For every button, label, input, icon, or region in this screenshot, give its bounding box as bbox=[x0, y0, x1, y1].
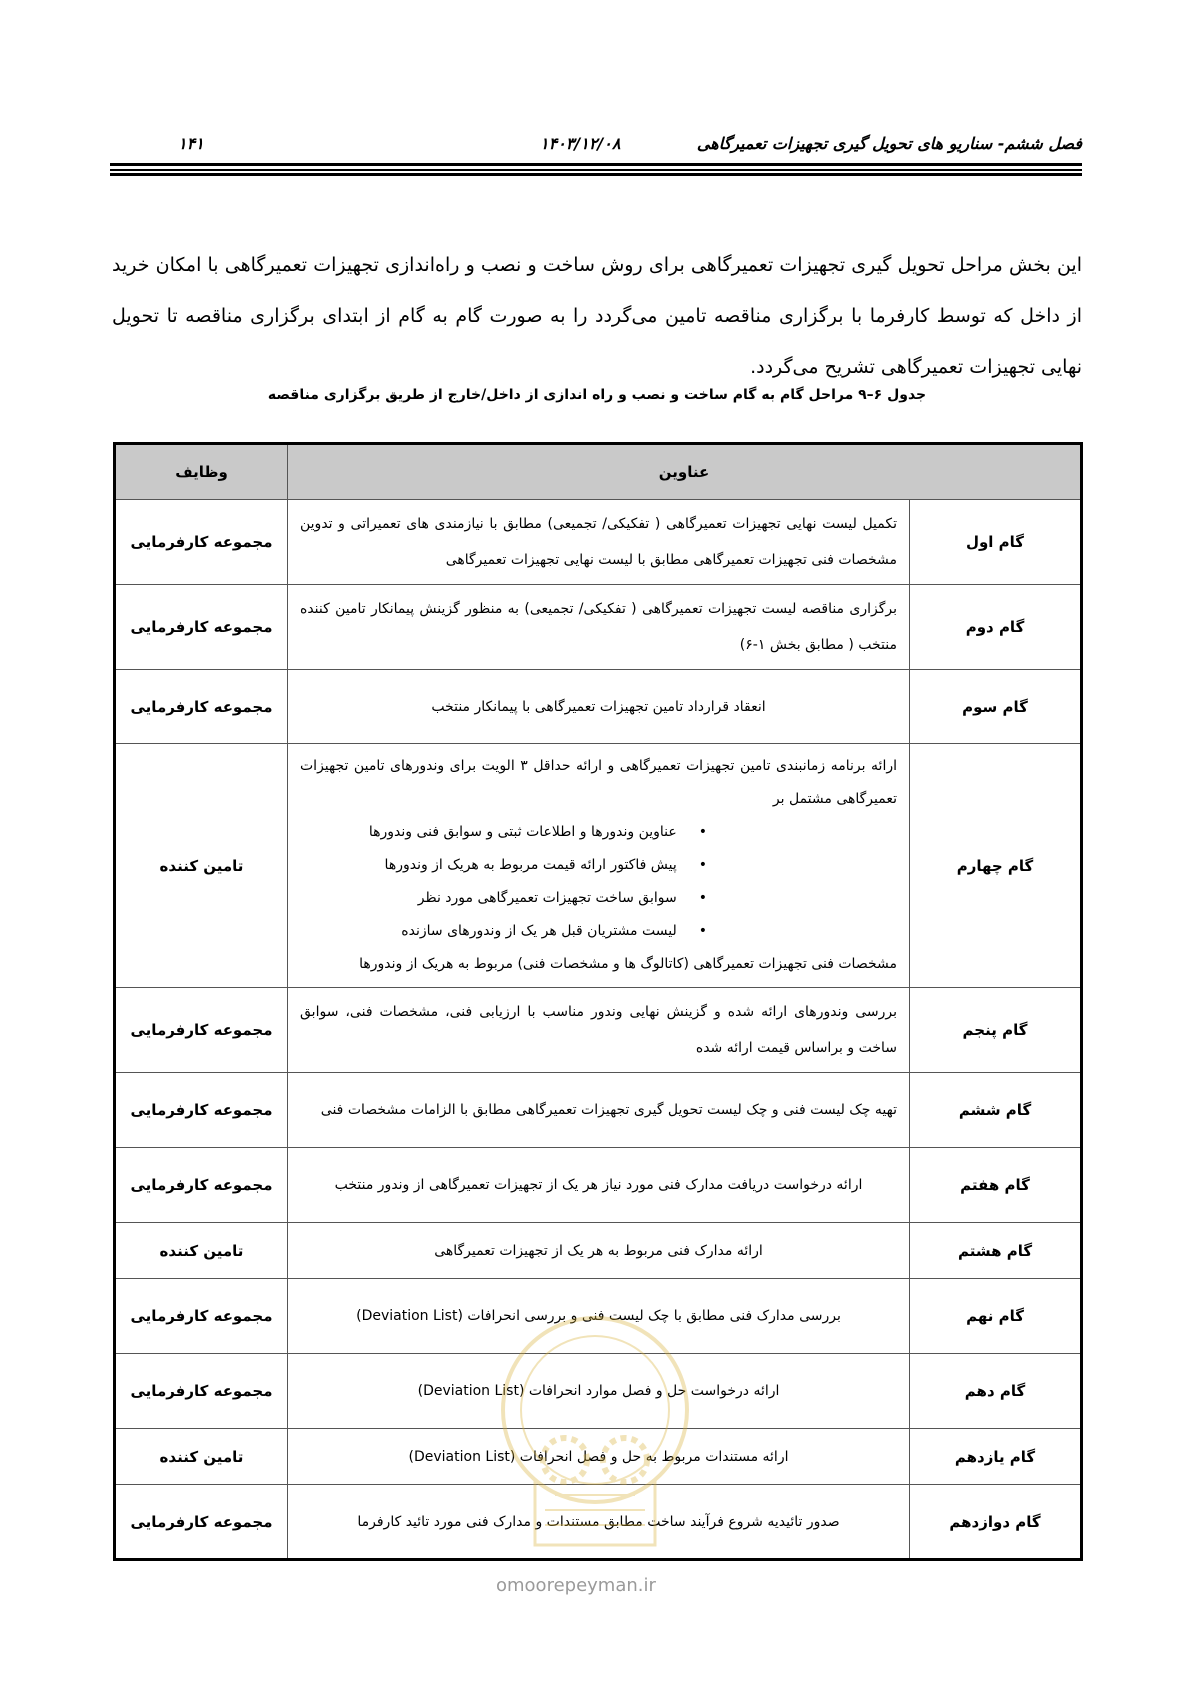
desc-cell bbox=[288, 744, 910, 988]
bullet-text: سوابق ساخت تجهیزات تعمیرگاهی مورد نظر bbox=[417, 890, 677, 906]
page-number: ۱۴۱ bbox=[178, 134, 204, 153]
bullet-list bbox=[300, 816, 897, 948]
table-row bbox=[115, 1279, 1082, 1354]
duty-cell: مجموعه کارفرمایی bbox=[115, 500, 288, 585]
step-cell: گام دوم bbox=[910, 585, 1082, 670]
desc-cell: برگزاری مناقصه لیست تجهیزات تعمیرگاهی ( تفکیکی/ تجمیعی) به منظور گزینش پیمانکار تامین کننده منتخب ( مطابق بخش ۱-۶) bbox=[288, 585, 910, 670]
bullet-item bbox=[300, 882, 707, 915]
intro-paragraph: این بخش مراحل تحویل گیری تجهیزات تعمیرگاهی برای روش ساخت و نصب و راه‌اندازی تجهیزات تعمیرگاهی با امکان خرید از داخل که توسط کارفرما با برگزاری مناقصه تامین می‌گردد را به صورت گام به گام از ابتدای برگزاری مناقصه تا تحویل نهایی تجهیزات تعمیرگاهی تشریح می‌گردد. bbox=[112, 254, 1082, 378]
table-caption: جدول ۶–۹ مراحل گام به گام ساخت و نصب و راه اندازی از داخل/خارج از طریق برگزاری مناقصه bbox=[267, 387, 927, 403]
table-row bbox=[115, 744, 1082, 988]
table-row bbox=[115, 1354, 1082, 1429]
step-cell: گام چهارم bbox=[910, 744, 1082, 988]
table-row bbox=[115, 1223, 1082, 1279]
step-cell: گام پنجم bbox=[910, 988, 1082, 1073]
table-row bbox=[115, 585, 1082, 670]
table-row bbox=[115, 1429, 1082, 1485]
duty-cell: مجموعه کارفرمایی bbox=[115, 670, 288, 744]
bullet-item bbox=[300, 915, 707, 948]
chapter-title: فصل ششم- سناریو های تحویل گیری تجهیزات تعمیرگاهی bbox=[696, 134, 1082, 153]
step-cell: گام ششم bbox=[910, 1073, 1082, 1148]
duty-cell: تامین کننده bbox=[115, 1223, 288, 1279]
desc-cell: بررسی مدارک فنی مطابق با چک لیست فنی و بررسی انحرافات (Deviation List) bbox=[288, 1279, 910, 1354]
step-cell: گام دوازدهم bbox=[910, 1485, 1082, 1560]
duty-cell: مجموعه کارفرمایی bbox=[115, 988, 288, 1073]
duty-cell: مجموعه کارفرمایی bbox=[115, 1354, 288, 1429]
desc-cell: انعقاد قرارداد تامین تجهیزات تعمیرگاهی با پیمانکار منتخب bbox=[288, 670, 910, 744]
table-row bbox=[115, 988, 1082, 1073]
table-row bbox=[115, 1485, 1082, 1560]
desc-cell: صدور تائیدیه شروع فرآیند ساخت مطابق مستندات و مدارک فنی مورد تائید کارفرما bbox=[288, 1485, 910, 1560]
step-cell: گام هشتم bbox=[910, 1223, 1082, 1279]
duty-cell: مجموعه کارفرمایی bbox=[115, 1485, 288, 1560]
page-header bbox=[110, 128, 1082, 160]
desc-text: ارائه برنامه زمانبندی تامین تجهیزات تعمیرگاهی و ارائه حداقل ۳ الویت برای وندورهای تامین تجهیزات تعمیرگاهی مشتمل بر bbox=[300, 758, 897, 807]
bullet-text: لیست مشتریان قبل هر یک از وندورهای سازنده bbox=[401, 923, 677, 939]
header-duties: وظایف bbox=[115, 444, 288, 500]
header-date: ۱۴۰۳/۱۲/۰۸ bbox=[540, 134, 621, 153]
step-cell: گام سوم bbox=[910, 670, 1082, 744]
table-row bbox=[115, 1148, 1082, 1223]
steps-table-wrap bbox=[113, 442, 1080, 1561]
header-rule bbox=[110, 163, 1082, 166]
bullet-item bbox=[300, 849, 707, 882]
desc-cell: تهیه چک لیست فنی و چک لیست تحویل گیری تجهیزات تعمیرگاهی مطابق با الزامات مشخصات فنی bbox=[288, 1073, 910, 1148]
step-cell: گام اول bbox=[910, 500, 1082, 585]
duty-cell: تامین کننده bbox=[115, 744, 288, 988]
duty-cell: تامین کننده bbox=[115, 1429, 288, 1485]
table-row bbox=[115, 670, 1082, 744]
header-titles: عناوین bbox=[288, 444, 1082, 500]
steps-table bbox=[113, 442, 1083, 1561]
header-rule bbox=[110, 173, 1082, 176]
desc-cell: تکمیل لیست نهایی تجهیزات تعمیرگاهی ( تفکیکی/ تجمیعی) مطابق با نیازمندی های تعمیراتی و تدوین مشخصات فنی تجهیزات تعمیرگاهی مطابق با لیست نهایی تجهیزات تعمیرگاهی bbox=[288, 500, 910, 585]
duty-cell: مجموعه کارفرمایی bbox=[115, 1279, 288, 1354]
table-header-row bbox=[115, 444, 1082, 500]
desc-cell: ارائه مدارک فنی مربوط به هر یک از تجهیزات تعمیرگاهی bbox=[288, 1223, 910, 1279]
bullet-text: پیش فاکتور ارائه قیمت مربوط به هریک از وندورها bbox=[384, 857, 677, 873]
desc-cell: بررسی وندورهای ارائه شده و گزینش نهایی وندور مناسب با ارزیابی فنی، مشخصات فنی، سوابق ساخت و براساس قیمت ارائه شده bbox=[288, 988, 910, 1073]
desc-tail: مشخصات فنی تجهیزات تعمیرگاهی (کاتالوگ ها و مشخصات فنی) مربوط به هریک از وندورها bbox=[359, 956, 897, 972]
table-row bbox=[115, 500, 1082, 585]
desc-cell: ارائه درخواست دریافت مدارک فنی مورد نیاز هر یک از تجهیزات تعمیرگاهی از وندور منتخب bbox=[288, 1148, 910, 1223]
table-row bbox=[115, 1073, 1082, 1148]
duty-cell: مجموعه کارفرمایی bbox=[115, 1073, 288, 1148]
desc-cell: ارائه مستندات مربوط به حل و فصل انحرافات (Deviation List) bbox=[288, 1429, 910, 1485]
header-rule bbox=[110, 169, 1082, 171]
step-cell: گام هفتم bbox=[910, 1148, 1082, 1223]
step-cell: گام دهم bbox=[910, 1354, 1082, 1429]
watermark-url: omoorepeyman.ir bbox=[496, 1575, 656, 1596]
step-cell: گام نهم bbox=[910, 1279, 1082, 1354]
duty-cell: مجموعه کارفرمایی bbox=[115, 1148, 288, 1223]
step-cell: گام یازدهم bbox=[910, 1429, 1082, 1485]
bullet-item bbox=[300, 816, 707, 849]
duty-cell: مجموعه کارفرمایی bbox=[115, 585, 288, 670]
bullet-text: عناوین وندورها و اطلاعات ثبتی و سوابق فنی وندورها bbox=[368, 824, 677, 840]
desc-cell: ارائه درخواست حل و فصل موارد انحرافات (Deviation List) bbox=[288, 1354, 910, 1429]
